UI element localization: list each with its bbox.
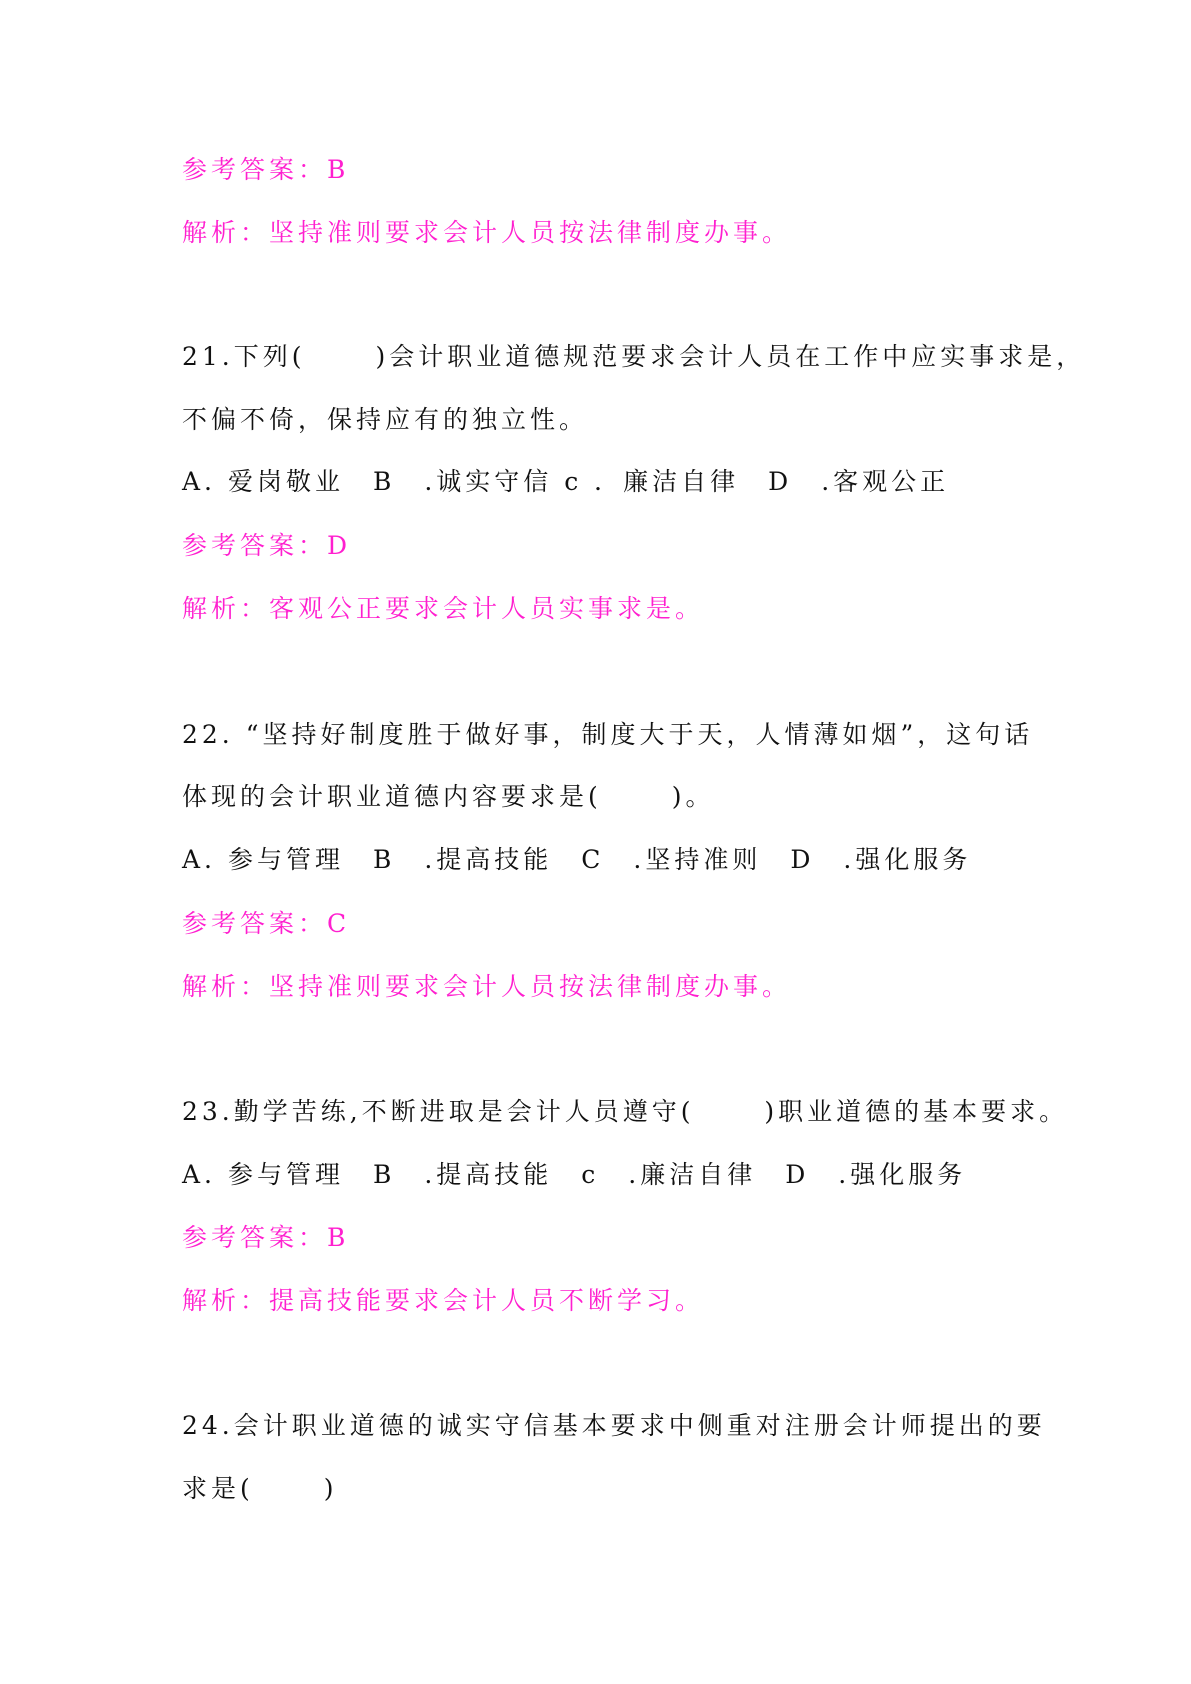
question-22-explanation: 解析：坚持准则要求会计人员按法律制度办事。 [182, 972, 792, 1001]
explanation-line: 解析：坚持准则要求会计人员按法律制度办事。 [182, 218, 792, 247]
question-21-answer: 参考答案：D [182, 531, 352, 560]
answer-line: 参考答案：B [182, 155, 350, 184]
question-23-explanation: 解析：提高技能要求会计人员不断学习。 [182, 1286, 705, 1315]
question-21-options: A. 爱岗敬业 B .诚实守信 c ．廉洁自律 D .客观公正 [182, 467, 950, 496]
question-22-line-1: 22. “坚持好制度胜于做好事，制度大于天，人情薄如烟”，这句话 [182, 720, 1034, 749]
question-24-line-1: 24.会计职业道德的诚实守信基本要求中侧重对注册会计师提出的要 [182, 1411, 1046, 1440]
question-23-answer: 参考答案：B [182, 1223, 350, 1252]
question-22-options: A. 参与管理 B .提高技能 C .坚持准则 D .强化服务 [182, 845, 972, 874]
question-24-line-2: 求是( ) [182, 1474, 338, 1503]
question-23-options: A. 参与管理 B .提高技能 c .廉洁自律 D .强化服务 [182, 1160, 967, 1189]
question-21-explanation: 解析：客观公正要求会计人员实事求是。 [182, 594, 705, 623]
question-22-answer: 参考答案：C [182, 909, 351, 938]
question-22-line-2: 体现的会计职业道德内容要求是( )。 [182, 782, 715, 811]
question-21-line-2: 不偏不倚，保持应有的独立性。 [182, 405, 589, 434]
question-23-line-1: 23.勤学苦练,不断进取是会计人员遵守( )职业道德的基本要求。 [182, 1097, 1069, 1126]
question-21-line-1: 21.下列( )会计职业道德规范要求会计人员在工作中应实事求是， [182, 342, 1086, 371]
